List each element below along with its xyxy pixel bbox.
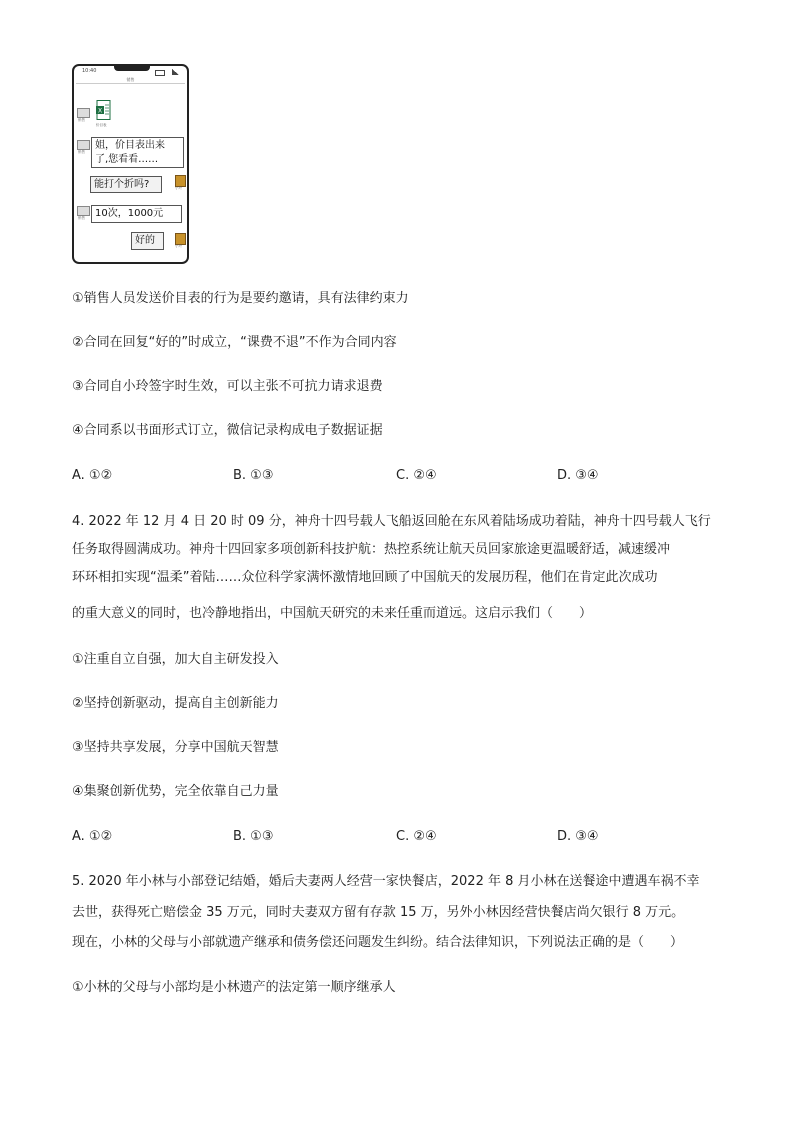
chat-screenshot <box>72 64 189 264</box>
message-text: 了,您看看…… <box>95 154 159 165</box>
contact-name: 销售 <box>126 77 135 82</box>
status-time: 10:40 <box>82 68 97 74</box>
q4-option-a[interactable]: A. ①② <box>72 829 113 844</box>
user-avatar-label: 小玲 <box>175 186 182 190</box>
phone-notch <box>114 64 150 71</box>
q3-option-d[interactable]: D. ③④ <box>557 468 599 483</box>
q4-option-b[interactable]: B. ①③ <box>233 829 274 844</box>
q4-statement: ②坚持创新驱动，提高自主创新能力 <box>72 696 279 711</box>
excel-file-icon <box>96 100 111 120</box>
chat-message-user <box>90 176 162 193</box>
file-name: 价目表 <box>96 123 107 127</box>
q4-stem: 环环相扣实现“温柔”着陆……众位科学家满怀激情地回顾了中国航天的发展历程，他们在肯定此次成功 <box>72 570 658 585</box>
q4-statement: ③坚持共享发展，分享中国航天智慧 <box>72 740 279 755</box>
q3-option-a[interactable]: A. ①② <box>72 468 113 483</box>
q3-option-c[interactable]: C. ②④ <box>396 468 437 483</box>
sales-avatar <box>77 140 90 150</box>
signal-icon <box>172 69 179 75</box>
q4-stem: 4. 2022 年 12 月 4 日 20 时 09 分，神舟十四号载人飞船返回舱在东风着陆场成功着陆，神舟十四号载人飞行 <box>72 514 711 529</box>
q4-stem: 任务取得圆满成功。神舟十四回家多项创新科技护航：热控系统让航天员回家旅途更温暖舒适，减速缓冲 <box>72 542 671 557</box>
q4-stem: 的重大意义的同时，也冷静地指出，中国航天研究的未来任重而道远。这启示我们（ ） <box>72 606 593 621</box>
q3-statement: ③合同自小玲签字时生效，可以主张不可抗力请求退费 <box>72 379 383 394</box>
q3-statement: ②合同在回复“好的”时成立，“课费不退”不作为合同内容 <box>72 335 397 350</box>
q3-statement: ①销售人员发送价目表的行为是要约邀请，具有法律约束力 <box>72 291 409 306</box>
chat-message-sales <box>91 137 184 168</box>
q5-statement: ①小林的父母与小部均是小林遗产的法定第一顺序继承人 <box>72 980 396 995</box>
header-divider <box>76 83 185 84</box>
chat-message-sales <box>91 205 182 223</box>
battery-icon <box>155 70 165 76</box>
q5-stem: 去世，获得死亡赔偿金 35 万元，同时夫妻双方留有存款 15 万，另外小林因经营快餐店尚欠银行 8 万元。 <box>72 905 685 920</box>
q4-statement: ④集聚创新优势，完全依靠自己力量 <box>72 784 279 799</box>
message-text: 10次，1000元 <box>95 208 164 219</box>
sales-avatar <box>77 108 90 118</box>
svg-text:X: X <box>97 107 103 115</box>
q4-option-c[interactable]: C. ②④ <box>396 829 437 844</box>
message-text: 姐，价目表出来 <box>95 140 165 151</box>
sales-avatar-label: 销售 <box>78 150 85 154</box>
q3-option-b[interactable]: B. ①③ <box>233 468 274 483</box>
q5-stem: 5. 2020 年小林与小部登记结婚，婚后夫妻两人经营一家快餐店，2022 年 8 月小林在送餐途中遭遇车祸不幸 <box>72 874 700 889</box>
sales-avatar-label: 销售 <box>78 118 85 122</box>
sales-avatar-label: 销售 <box>78 216 85 220</box>
q4-statement: ①注重自立自强，加大自主研发投入 <box>72 652 279 667</box>
message-text: 能打个折吗? <box>94 179 150 190</box>
q4-option-d[interactable]: D. ③④ <box>557 829 599 844</box>
message-text: 好的 <box>135 235 155 246</box>
sales-avatar <box>77 206 90 216</box>
user-avatar-label: 小玲 <box>175 244 182 248</box>
chat-message-user <box>131 232 164 250</box>
q5-stem: 现在，小林的父母与小部就遗产继承和债务偿还问题发生纠纷。结合法律知识，下列说法正确的是（ ） <box>72 935 684 950</box>
q3-statement: ④合同系以书面形式订立，微信记录构成电子数据证据 <box>72 423 383 438</box>
